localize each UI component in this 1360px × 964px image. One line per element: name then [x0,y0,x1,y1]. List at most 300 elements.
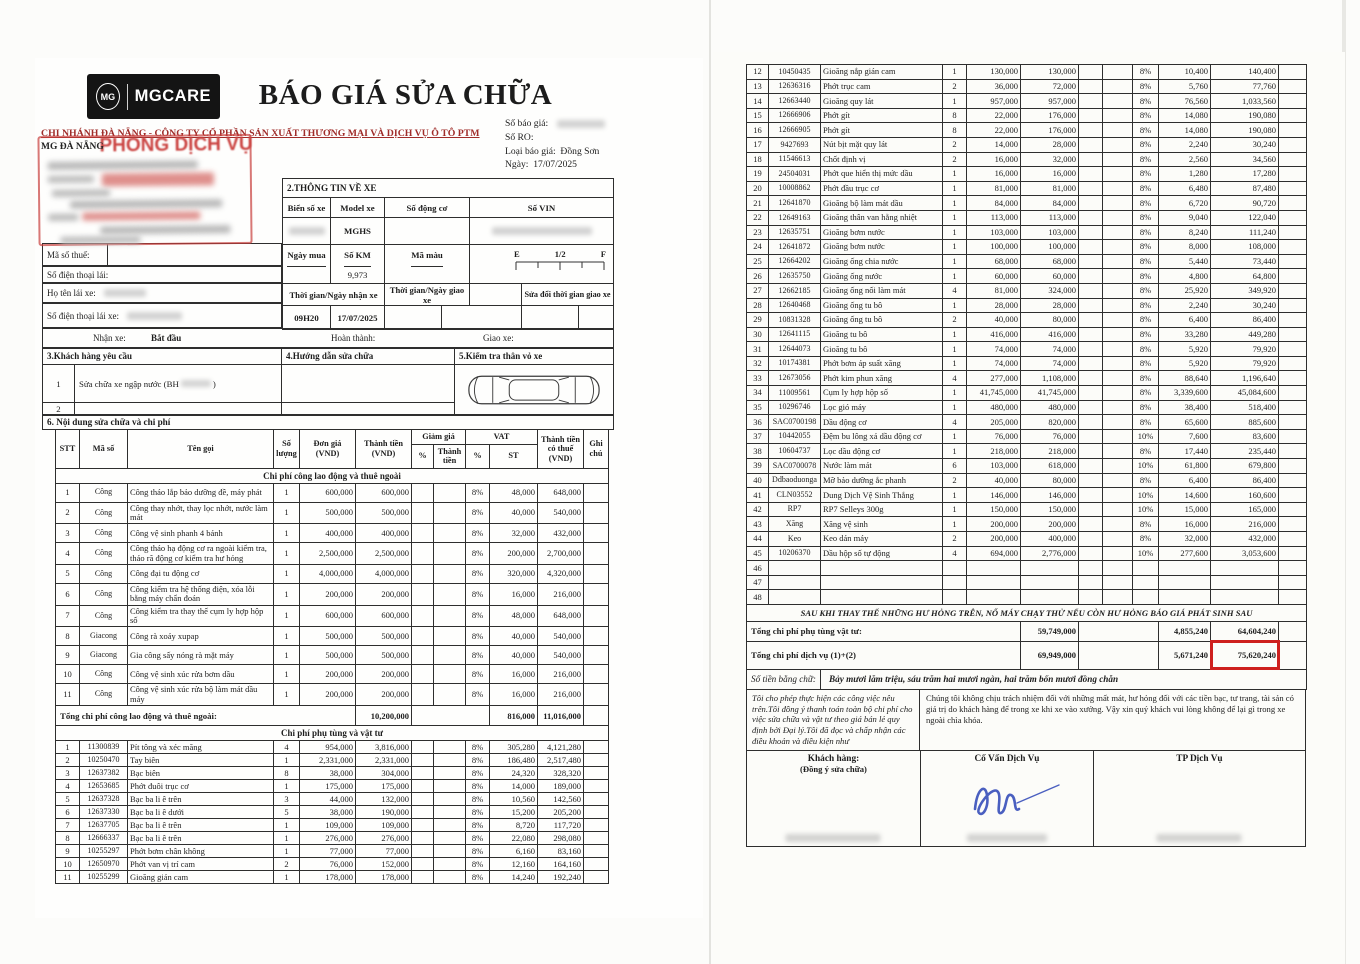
cell-d1 [1079,429,1103,444]
cell-n: Gioăng tu bô [821,342,943,357]
cell-d2 [1103,137,1133,152]
cell-d1 [1079,108,1103,123]
cell-n: Công đại tu động cơ [128,564,274,583]
cell-a [1021,590,1079,605]
cell-q: 1 [943,65,967,80]
cell-g [1279,79,1307,94]
cell-t: 4,320,000 [538,564,584,583]
cell-t: 30,240 [1211,298,1279,313]
empty-cell [412,706,490,726]
cell-va: 5,920 [1159,356,1211,371]
cell-t: 73,440 [1211,254,1279,269]
cell-s: 25 [747,254,769,269]
cell-c: 10250470 [80,754,128,767]
cell-s: 7 [56,819,80,832]
cell-g [1279,546,1307,561]
cell-q: 1 [274,871,300,884]
section6-header: 6. Nội dung sửa chữa và chi phí [42,415,614,430]
cell-a: 600,000 [356,605,412,627]
cell-t: 540,000 [538,627,584,646]
cell-s: 10 [56,858,80,871]
cell-t: 192,240 [538,871,584,884]
cell-s: 46 [747,561,769,576]
table-row [56,741,609,754]
cell-v: 8% [466,806,490,819]
cell-v: 8% [1133,415,1159,430]
quote-meta [505,117,605,172]
cell-s: 42 [747,502,769,517]
cell-v: 8% [1133,108,1159,123]
cell-p: 200,000 [300,583,356,605]
cell-d2 [434,583,466,605]
cell-v: 8% [1133,517,1159,532]
cell-d1 [412,832,434,845]
cell-d2 [1103,590,1133,605]
cell-s: 47 [747,575,769,590]
cell-v: 8% [466,767,490,780]
cell-d1 [1079,94,1103,109]
cell-t: 45,084,600 [1211,386,1279,401]
cell-s: 4 [56,780,80,793]
cell-q: 2 [943,137,967,152]
cell-a: 200,000 [1021,517,1079,532]
cell-c: SAC0700078 [769,459,821,474]
cell-d2 [1103,108,1133,123]
cell-q: 4 [943,546,967,561]
cell-v: 8% [1133,298,1159,313]
cell-a: 618,000 [1021,459,1079,474]
cell-a: 500,000 [356,646,412,665]
grand-total-vat: 5,671,240 [1159,641,1211,669]
cell-g [1279,94,1307,109]
table-row [747,79,1307,94]
cell-a: 16,000 [1021,167,1079,182]
cell-g [584,754,609,767]
cell-p: 400,000 [300,524,356,543]
cell-va: 15,200 [490,806,538,819]
cell-p: 694,000 [967,546,1021,561]
cell-va: 10,400 [1159,65,1211,80]
table-row [747,546,1307,561]
cell-q: 1 [943,327,967,342]
handover-band [42,328,614,348]
parts-total-vat: 4,855,240 [1159,621,1211,641]
cell-d1 [412,845,434,858]
cell-c: 12644073 [769,342,821,357]
cell-c: Công [80,583,128,605]
cell-va: 5,760 [1159,79,1211,94]
cell-t: 349,920 [1211,283,1279,298]
model-value: MGHS [330,218,384,244]
cell-q: 1 [274,665,300,684]
cell-d1 [1079,65,1103,80]
cell-d1 [412,780,434,793]
table-row [747,327,1307,342]
cell-g [584,832,609,845]
cell-s: 1 [56,483,80,502]
cell-va: 6,400 [1159,473,1211,488]
cell-c: 12637330 [80,806,128,819]
ro-number-label: Số RO: [505,131,534,143]
request1-number: 1 [42,364,75,403]
plate-header: Biển số xe [287,202,326,213]
table-row [56,871,609,884]
cell-c: Ddbaoduonga [769,473,821,488]
cell-p: 16,000 [967,167,1021,182]
cell-a: 103,000 [1021,225,1079,240]
cell-s: 48 [747,590,769,605]
odometer-header: Số KM [344,245,371,267]
cell-t: 216,000 [538,583,584,605]
table-row [56,665,609,684]
cell-va: 16,000 [490,583,538,605]
cell-p: 957,000 [967,94,1021,109]
empty-cell [584,706,609,726]
cell-q: 1 [943,269,967,284]
table-row [56,767,609,780]
cell-g [584,845,609,858]
redacted-address-line [48,160,198,170]
cell-p: 41,745,000 [967,386,1021,401]
cell-c: 12641115 [769,327,821,342]
cell-va: 6,720 [1159,196,1211,211]
cell-va: 48,000 [490,483,538,502]
cell-c: 12641870 [769,196,821,211]
page-1 [35,58,703,918]
cell-g [1279,298,1307,313]
cell-va: 14,000 [490,780,538,793]
col-discount-amt: Thành tiền [434,444,466,468]
cell-n: Bạc ba li ê trên [128,832,274,845]
cell-n: Phớt gít [821,108,943,123]
cell-d1 [412,819,434,832]
cell-p: 146,000 [967,488,1021,503]
cell-c: Keo [769,532,821,547]
cell-va: 22,080 [490,832,538,845]
cell-d2 [434,754,466,767]
cell-d2 [1103,152,1133,167]
cell-c: 12664202 [769,254,821,269]
cell-t: 86,400 [1211,313,1279,328]
vin-header: Số VIN [469,198,613,217]
cell-q: 1 [943,196,967,211]
cell-t: 77,760 [1211,79,1279,94]
cell-p: 276,000 [300,832,356,845]
cell-p: 16,000 [967,152,1021,167]
cell-d1 [1079,167,1103,182]
company-name-line: CHI NHÁNH ĐÀ NẴNG - CÔNG TY CỔ PHẦN SẢN XUẤT THƯƠNG MẠI VÀ DỊCH VỤ Ô TÔ PTM [41,128,480,139]
cell-a: 80,000 [1021,313,1079,328]
cell-q: 8 [274,767,300,780]
cell-a: 152,000 [356,858,412,871]
fuel-gauge [469,245,613,283]
advisor-signature-title: Cố Vấn Dịch Vụ [974,753,1040,764]
cell-s: 33 [747,371,769,386]
receive-datetime-header: Thời gian/Ngày nhận xe [289,289,378,300]
cell-p: 2,331,000 [300,754,356,767]
driver-name-row [42,283,282,303]
cell-q [943,561,967,576]
cell-n: Công vệ sinh xúc rửa bộ làm mát dầu máy [128,684,274,706]
cell-s: 18 [747,152,769,167]
repair-instruction-cell2 [281,402,455,415]
cell-g [584,767,609,780]
cell-t: 540,000 [538,646,584,665]
cell-va: 38,400 [1159,400,1211,415]
advisor-signature [947,769,1067,829]
cell-s: 34 [747,386,769,401]
cell-c: Giacong [80,646,128,665]
cell-p: 150,000 [967,502,1021,517]
driver-phone-row: Số điện thoại lái: [42,266,282,283]
cell-v: 10% [1133,429,1159,444]
cell-n: Dầu hộp số tự động [821,546,943,561]
table-row [56,845,609,858]
empty-cell [521,306,578,329]
cell-c: Công [80,665,128,684]
redacted-quote-number [557,120,605,128]
cell-d2 [1103,298,1133,313]
cell-a: 957,000 [1021,94,1079,109]
cell-t: 518,400 [1211,400,1279,415]
cell-s: 22 [747,210,769,225]
cell-n: Đệm bu lông xả dầu động cơ [821,429,943,444]
cell-v: 8% [466,483,490,502]
cell-a: 113,000 [1021,210,1079,225]
cell-q: 1 [943,342,967,357]
cell-g [584,646,609,665]
cell-d1 [1079,283,1103,298]
cell-v: 8% [466,845,490,858]
cell-v: 8% [466,780,490,793]
cell-s: 5 [56,793,80,806]
empty-cell [1279,641,1307,669]
request1-label: Sửa chữa xe ngập nước (BH [79,378,179,389]
table-row [747,561,1307,576]
cell-c: 12653685 [80,780,128,793]
cell-q: 1 [943,444,967,459]
cell-t: 432,000 [538,524,584,543]
cell-va: 2,240 [1159,298,1211,313]
cell-a: 820,000 [1021,415,1079,430]
cell-s: 1 [56,741,80,754]
cell-g [1279,459,1307,474]
post-repair-note: SAU KHI THAY THẾ NHỮNG HƯ HỎNG TRÊN, NỔ MÁY CHẠY THỬ NẾU CÒN HƯ HỎNG BÁO GIÁ PHÁT SINH SAU [747,604,1307,621]
cell-a: 178,000 [356,871,412,884]
cell-s: 16 [747,123,769,138]
cell-s: 2 [56,502,80,524]
model-header: Model xe [330,198,384,217]
cell-q: 1 [943,298,967,313]
cell-va: 24,320 [490,767,538,780]
cell-p: 200,000 [300,665,356,684]
cell-va: 200,000 [490,543,538,565]
cell-a: 176,000 [1021,108,1079,123]
cell-n: Gioăng ống tu bô [821,313,943,328]
cell-q: 1 [943,502,967,517]
cell-p: 74,000 [967,342,1021,357]
cell-d1 [412,871,434,884]
cell-p: 178,000 [300,871,356,884]
cell-t: 3,053,600 [1211,546,1279,561]
cell-c: Công [80,684,128,706]
table-row [747,444,1307,459]
vehicle-info-table [282,178,614,330]
cell-n: Công kiểm tra hệ thống điện, xóa lỗi bằng máy chẩn đoán [128,583,274,605]
cell-s: 15 [747,108,769,123]
cell-c: Công [80,524,128,543]
cell-d1 [1079,240,1103,255]
cell-d1 [1079,561,1103,576]
cell-n: Gioăng bơm nước [821,225,943,240]
cell-s: 26 [747,269,769,284]
cell-t: 679,800 [1211,459,1279,474]
redacted-advisor-name [967,834,1047,842]
table-row [56,754,609,767]
fuel-full-label: F [600,249,606,259]
cell-g [584,858,609,871]
cell-t: 205,200 [538,806,584,819]
cell-n: Gia công sấy nóng rà mặt máy [128,646,274,665]
cell-s: 11 [56,871,80,884]
fuel-empty-label: E [514,249,520,259]
parts-total-with-tax: 64,604,240 [1211,621,1279,641]
quote-type-value: Đồng Sơn [560,145,600,157]
cell-d1 [1079,356,1103,371]
cell-g [1279,240,1307,255]
cell-va: 48,000 [490,605,538,627]
cell-d2 [434,543,466,565]
cell-g [1279,225,1307,240]
cell-q: 2 [274,858,300,871]
cell-n: Phớt kim phun xăng [821,371,943,386]
manager-signature-title: TP Dịch Vụ [1176,753,1223,764]
table-row [747,532,1307,547]
cell-p: 81,000 [967,181,1021,196]
cell-g [1279,137,1307,152]
cell-d2 [434,741,466,754]
cell-q: 8 [943,108,967,123]
table-row [747,196,1307,211]
cell-a: 80,000 [1021,473,1079,488]
cell-q: 1 [943,94,967,109]
cell-c: 12637382 [80,767,128,780]
cell-q: 2 [943,79,967,94]
cell-s: 4 [56,543,80,565]
cell-g [584,502,609,524]
cell-v: 8% [466,754,490,767]
cell-d1 [412,806,434,819]
cell-p: 103,000 [967,225,1021,240]
cell-n: Gioăng ống nối làm mát [821,283,943,298]
cell-a: 190,000 [356,806,412,819]
cell-p: 600,000 [300,483,356,502]
table-row [747,313,1307,328]
table-row [56,684,609,706]
cell-d1 [1079,488,1103,503]
cell-d2 [434,483,466,502]
cell-s: 45 [747,546,769,561]
cell-d1 [1079,298,1103,313]
cell-v: 8% [466,741,490,754]
odometer-value: 9,973 [347,270,368,280]
cell-s: 8 [56,832,80,845]
cell-p: 36,000 [967,79,1021,94]
cell-c: 10008862 [769,181,821,196]
cell-s: 9 [56,845,80,858]
cell-p: 22,000 [967,123,1021,138]
cell-v: 8% [1133,400,1159,415]
cell-d1 [1079,327,1103,342]
cell-v: 8% [1133,386,1159,401]
cell-d2 [434,665,466,684]
cell-q: 2 [943,152,967,167]
engine-value [384,218,469,244]
cell-s: 13 [747,79,769,94]
table-row [747,65,1307,80]
cell-g [584,741,609,754]
cell-d2 [1103,123,1133,138]
cell-c: 10206370 [769,546,821,561]
cell-d2 [434,819,466,832]
cell-p: 200,000 [967,532,1021,547]
cell-g [584,684,609,706]
cell-d2 [1103,327,1133,342]
cell-t: 83,600 [1211,429,1279,444]
cell-q: 1 [943,400,967,415]
table-row [747,254,1307,269]
cell-va: 8,720 [490,819,538,832]
cell-g [1279,386,1307,401]
cell-t [1211,590,1279,605]
cell-n: Công tháo hạ động cơ ra ngoài kiểm tra, tháo rã động cơ kiểm tra hư hỏng [128,543,274,565]
cell-c: 12635751 [769,225,821,240]
cell-q: 4 [274,741,300,754]
cell-n: Nước làm mát [821,459,943,474]
redacted-insurance-number [181,380,211,387]
cell-q: 1 [943,181,967,196]
cell-q: 1 [274,583,300,605]
cell-v: 8% [466,832,490,845]
table-row [747,429,1307,444]
cell-c: 11009561 [769,386,821,401]
cell-g [1279,356,1307,371]
table-row [747,137,1307,152]
cell-g [1279,196,1307,211]
vehicle-section-title: 2.THÔNG TIN VỀ XE [287,183,377,193]
redacted-text [48,214,78,221]
request2-number: 2 [42,402,75,415]
cell-a: 480,000 [1021,400,1079,415]
cell-s: 20 [747,181,769,196]
cell-a: 4,000,000 [356,564,412,583]
cell-q: 1 [943,167,967,182]
cell-n: Dầu động cơ [821,415,943,430]
cell-q: 1 [274,819,300,832]
table-row [747,575,1307,590]
cell-s: 29 [747,313,769,328]
cell-d2 [1103,429,1133,444]
cell-g [1279,167,1307,182]
cell-v: 8% [1133,342,1159,357]
cell-d1 [1079,152,1103,167]
cell-v: 8% [466,543,490,565]
vin-value [469,218,613,244]
cell-d2 [434,564,466,583]
cell-d1 [1079,517,1103,532]
cell-t: 87,480 [1211,181,1279,196]
cell-d1 [412,564,434,583]
